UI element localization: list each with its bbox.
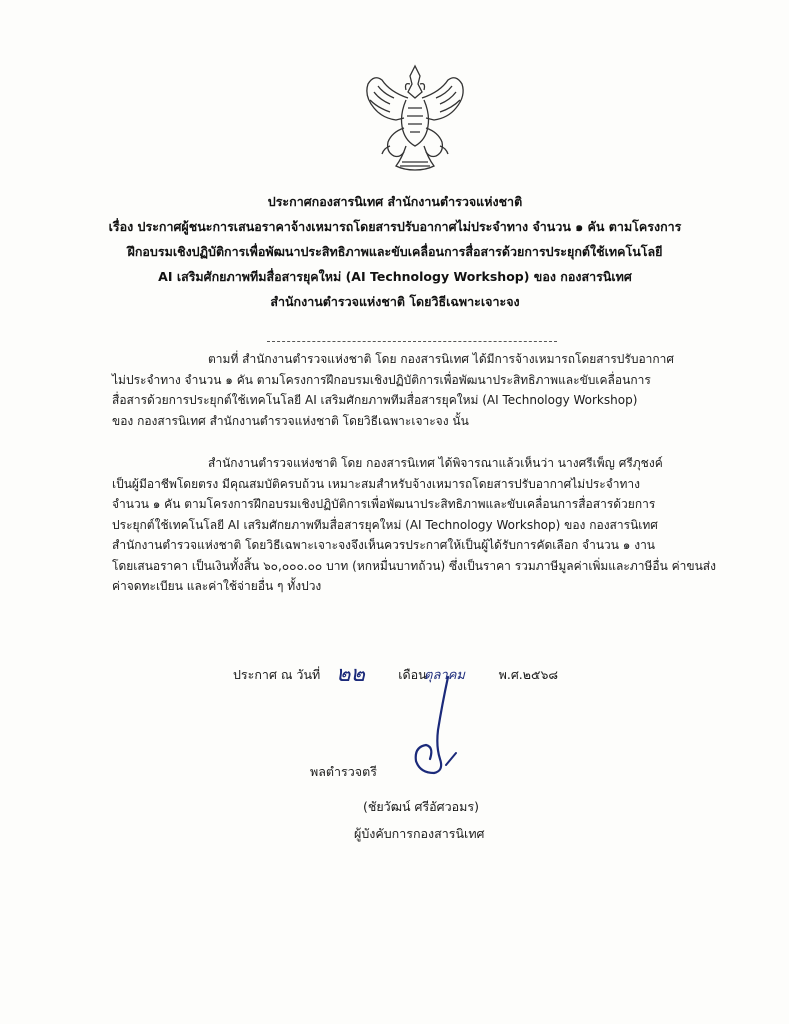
- paragraph-2-line: สำนักงานตำรวจแห่งชาติ โดย กองสารนิเทศ ได้พิจารณาแล้วเห็นว่า นางศรีเพ็ญ ศรีภุชงค์: [208, 456, 663, 470]
- header-line-3: ฝึกอบรมเชิงปฏิบัติการเพื่อพัฒนาประสิทธิภาพและขับเคลื่อนการสื่อสารด้วยการประยุกต์ใช้เทคโนโลยี: [127, 244, 663, 259]
- header-line-2: เรื่อง ประกาศผู้ชนะการเสนอราคาจ้างเหมารถโดยสารปรับอากาศไม่ประจำทาง จำนวน ๑ คัน ตามโครงการ: [108, 219, 682, 234]
- signer-title: ผู้บังคับการกองสารนิเทศ: [354, 826, 485, 841]
- paragraph-2-line: เป็นผู้มีอาชีพโดยตรง มีคุณสมบัติครบถ้วน เหมาะสมสำหรับจ้างเหมารถโดยสารปรับอากาศไม่ประจำทาง: [112, 476, 640, 491]
- paragraph-1-line: ไม่ประจำทาง จำนวน ๑ คัน ตามโครงการฝึกอบรมเชิงปฏิบัติการเพื่อพัฒนาประสิทธิภาพและขับเคลื่อนการ: [112, 372, 651, 387]
- signer-name: (ชัยวัฒน์ ศรีอัศวอมร): [363, 799, 479, 814]
- paragraph-2-line: จำนวน ๑ คัน ตามโครงการฝึกอบรมเชิงปฏิบัติการเพื่อพัฒนาประสิทธิภาพและขับเคลื่อนการสื่อสารด้วยการ: [112, 497, 656, 511]
- header-line-4: AI เสริมศักยภาพทีมสื่อสารยุคใหม่ (AI Technology Workshop) ของ กองสารนิเทศ: [158, 269, 632, 284]
- garuda-emblem-icon: [360, 62, 470, 174]
- handwritten-signature-icon: [390, 675, 470, 780]
- date-day-handwritten: ๒๒: [336, 662, 366, 687]
- announcement-header: [100, 189, 690, 314]
- date-month-handwritten: ตุลาคม: [424, 668, 465, 683]
- date-prefix: ประกาศ ณ วันที่: [233, 667, 321, 682]
- paragraph-2: [112, 453, 716, 597]
- paragraph-1-line: ตามที่ สำนักงานตำรวจแห่งชาติ โดย กองสารนิเทศ ได้มีการจ้างเหมารถโดยสารปรับอากาศ: [208, 352, 675, 366]
- paragraph-2-line: ประยุกต์ใช้เทคโนโลยี AI เสริมศักยภาพทีมสื่อสารยุคใหม่ (AI Technology Workshop) ของ กองสารนิเทศ: [112, 517, 658, 532]
- signer-rank: พลตำรวจตรี: [310, 764, 377, 779]
- header-line-5: สำนักงานตำรวจแห่งชาติ โดยวิธีเฉพาะเจาะจง: [270, 294, 520, 309]
- date-year: พ.ศ.๒๕๖๘: [498, 667, 559, 682]
- paragraph-2-line: สำนักงานตำรวจแห่งชาติ โดยวิธีเฉพาะเจาะจงจึงเห็นควรประกาศให้เป็นผู้ได้รับการคัดเลือก จำนวน ๑ งาน: [112, 538, 656, 552]
- header-divider: [267, 341, 557, 342]
- header-line-1: ประกาศกองสารนิเทศ สำนักงานตำรวจแห่งชาติ: [267, 194, 523, 209]
- paragraph-2-line: ค่าจดทะเบียน และค่าใช้จ่ายอื่น ๆ ทั้งปวง: [112, 579, 322, 593]
- paragraph-1-line: ของ กองสารนิเทศ สำนักงานตำรวจแห่งชาติ โดยวิธีเฉพาะเจาะจง นั้น: [112, 413, 469, 428]
- paragraph-1-line: สื่อสารด้วยการประยุกต์ใช้เทคโนโลยี AI เสริมศักยภาพทีมสื่อสารยุคใหม่ (AI Technology Workshop): [112, 393, 638, 407]
- paragraph-2-line: โดยเสนอราคา เป็นเงินทั้งสิ้น ๖๐,๐๐๐.๐๐ บาท (หกหมื่นบาทถ้วน) ซึ่งเป็นราคา รวมภาษีมูลค่าเพิ่มและภาษีอื่น ค่าขนส่ง: [112, 558, 716, 573]
- paragraph-1: [112, 349, 708, 431]
- date-month-label: เดือน: [398, 667, 427, 682]
